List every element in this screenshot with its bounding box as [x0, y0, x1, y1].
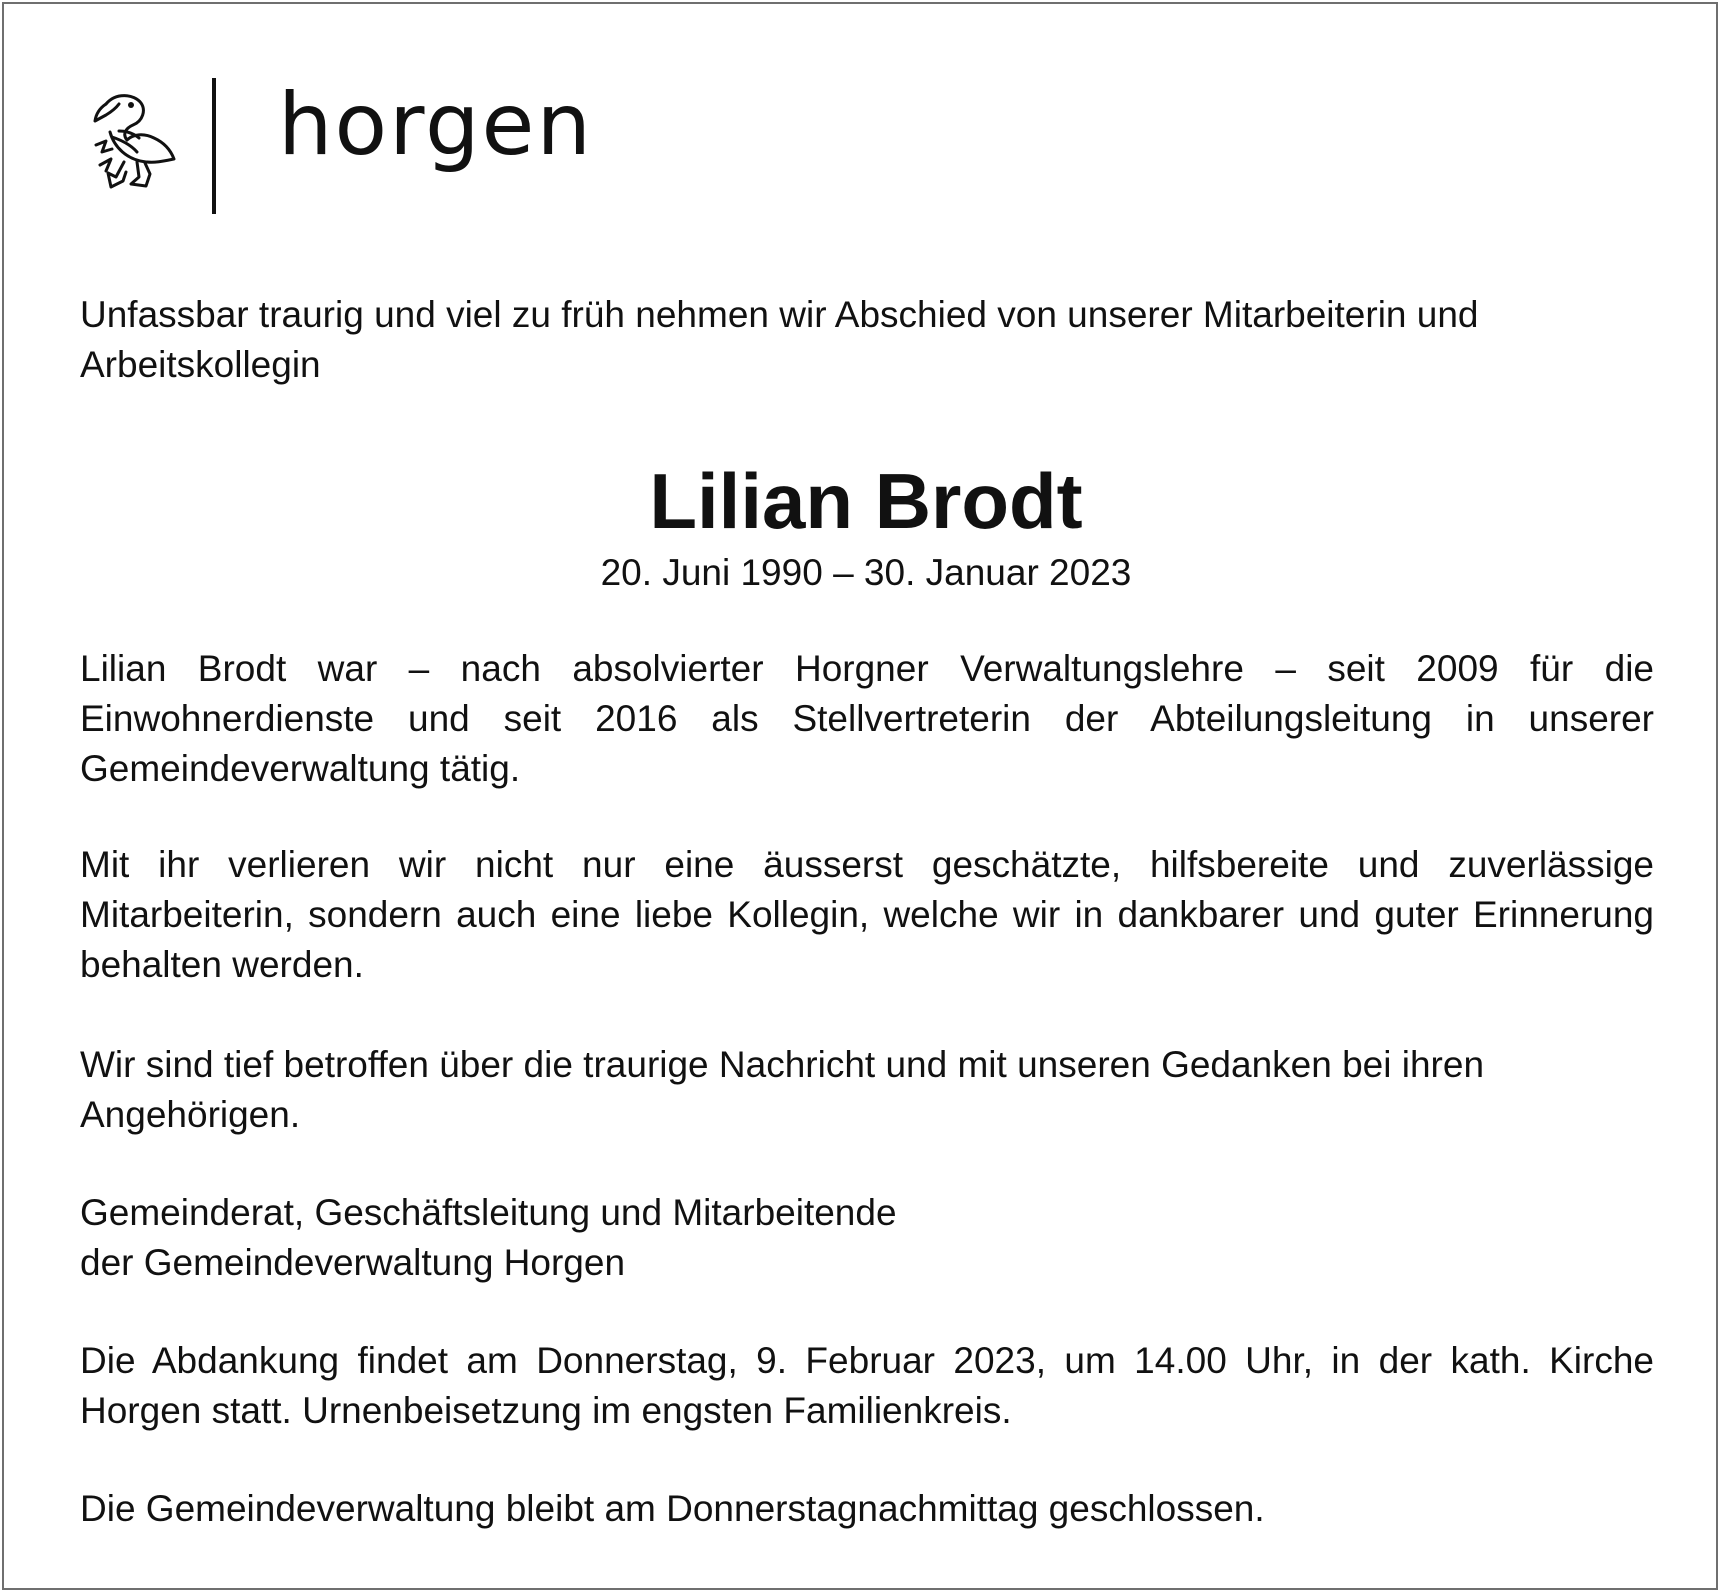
logo-wordmark: horgen	[278, 75, 593, 175]
obituary-notice	[2, 2, 1718, 1590]
ceremony-paragraph: Die Abdankung findet am Donnerstag, 9. Februar 2023, um 14.00 Uhr, in der kath. Kirche Horgen statt. Urnenbeisetzung im engsten Familienkreis.	[80, 1340, 1654, 1431]
biography-paragraph: Lilian Brodt war – nach absolvierter Horgner Verwaltungslehre – seit 2009 für die Einwohnerdienste und seit 2016 als Stellvertreterin der Abteilungsleitung in unserer Gemeindeverwaltung tätig.	[80, 648, 1654, 789]
condolence-paragraph: Wir sind tief betroffen über die traurige Nachricht und mit unseren Gedanken bei ihren Angehörigen.	[80, 1044, 1485, 1135]
logo-divider	[212, 78, 216, 214]
intro-text: Unfassbar traurig und viel zu früh nehmen wir Abschied von unserer Mitarbeiterin und Arbeitskollegin	[80, 294, 1479, 385]
horgen-logo	[88, 75, 648, 214]
signature-line-2: der Gemeindeverwaltung Horgen	[80, 1242, 626, 1283]
tribute-paragraph: Mit ihr verlieren wir nicht nur eine äusserst geschätzte, hilfsbereite und zuverlässige Mitarbeiterin, sondern auch eine liebe Kollegin, welche wir in dankbarer und guter Erinnerung behalten werden.	[80, 844, 1654, 985]
life-dates: 20. Juni 1990 – 30. Januar 2023	[600, 552, 1132, 593]
swan-emblem-icon	[88, 86, 180, 196]
signature-block	[80, 1188, 1654, 1288]
signature-line-1: Gemeinderat, Geschäftsleitung und Mitarbeitende	[80, 1192, 897, 1233]
closing-paragraph: Die Gemeindeverwaltung bleibt am Donnerstagnachmittag geschlossen.	[80, 1488, 1265, 1529]
deceased-name: Lilian Brodt	[649, 457, 1083, 545]
